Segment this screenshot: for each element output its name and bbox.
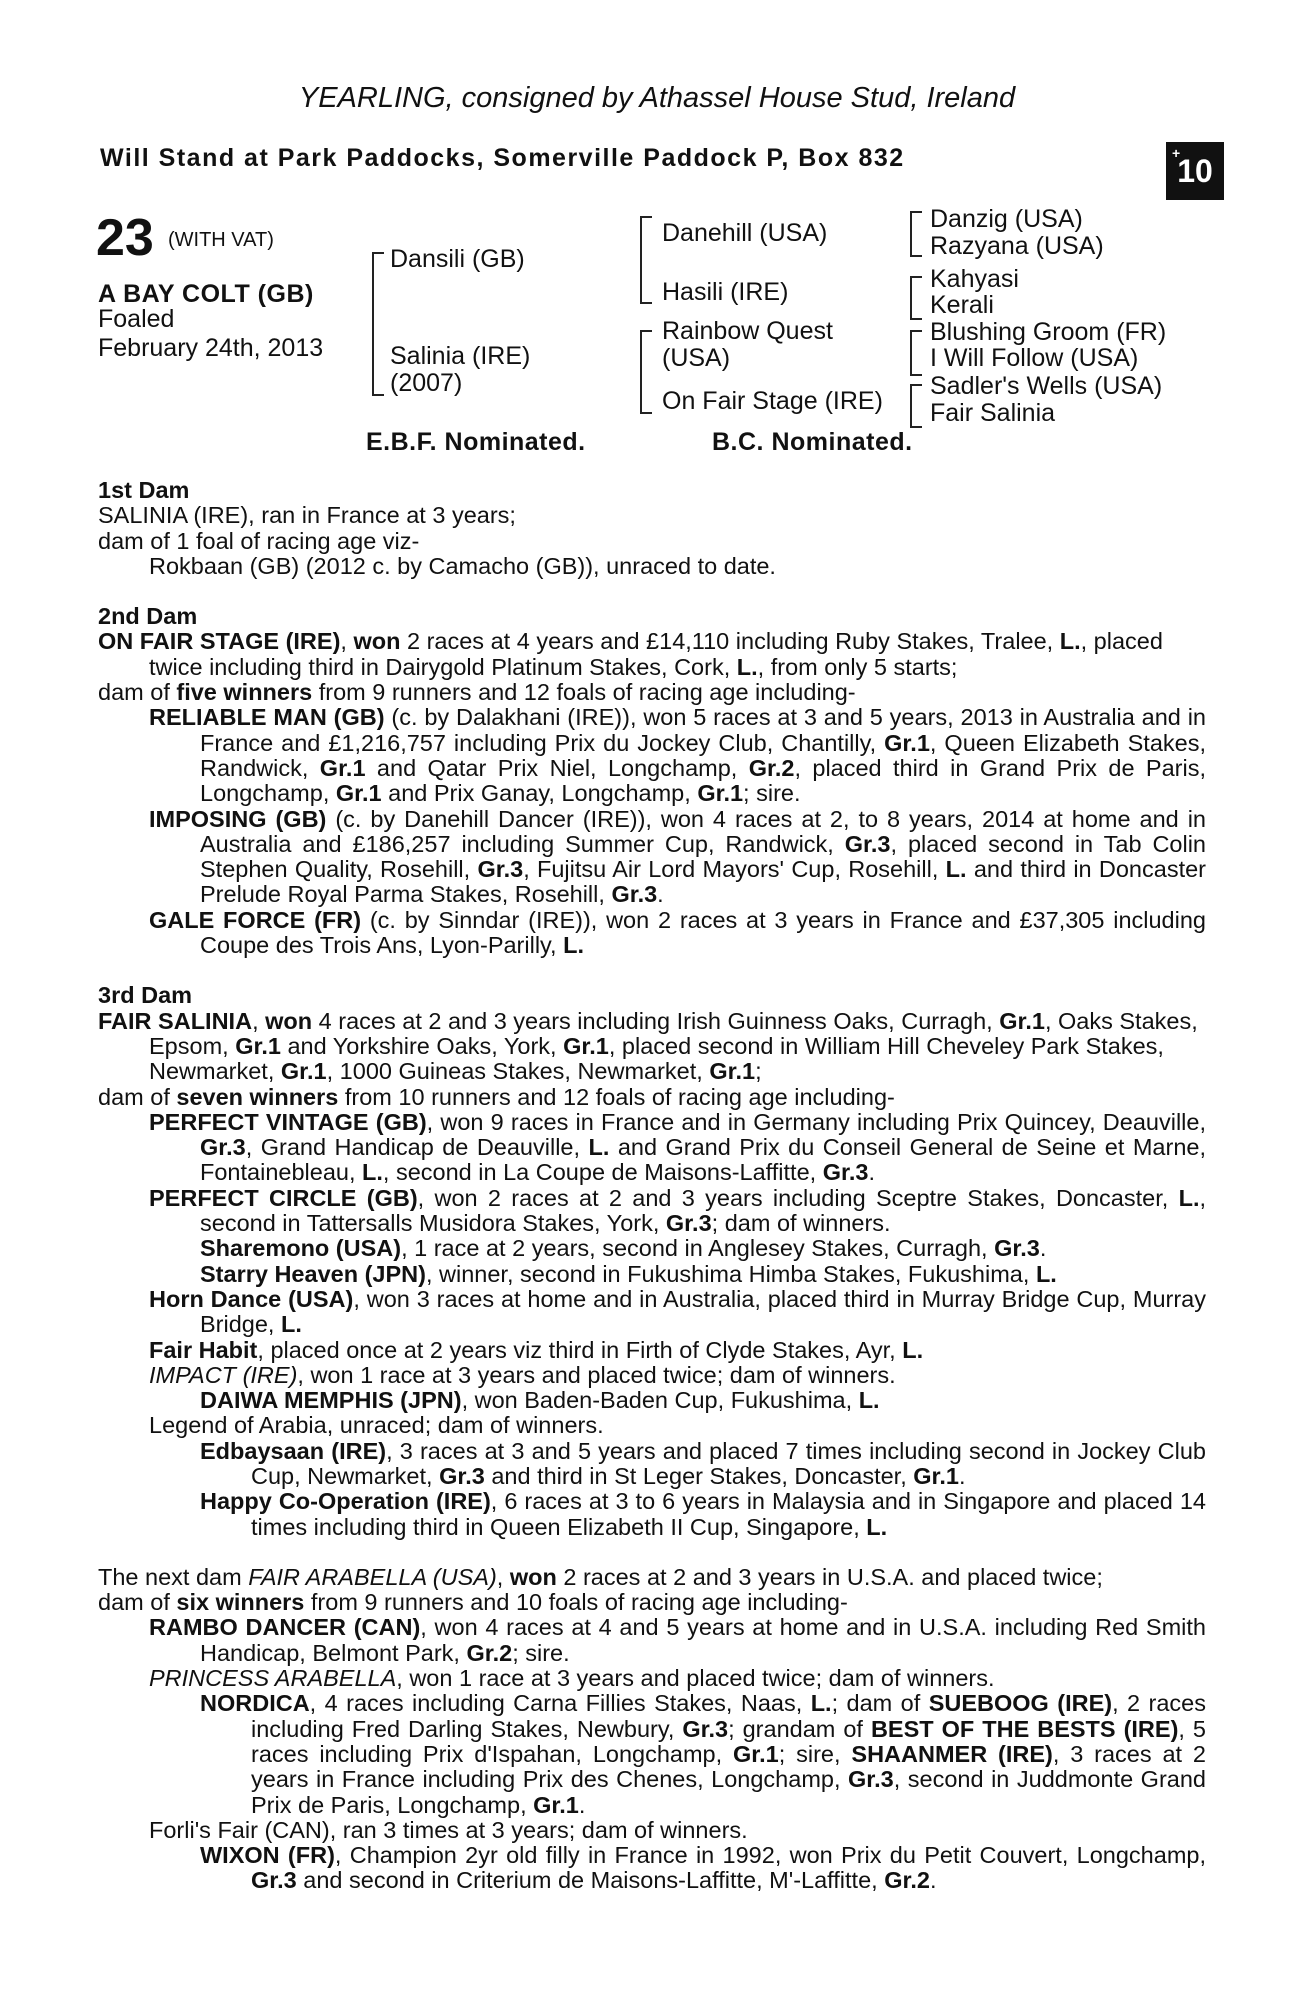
produce-wixon: WIXON (FR), Champion 2yr old filly in France in 1992, won Prix du Petit Couvert, Longchamp, Gr.3 and second in Criterium de Maisons-Laffitte, M'-Laffitte, Gr.2. — [200, 1842, 1206, 1894]
catalogue-body — [98, 478, 1206, 1894]
produce-edbaysaan: Edbaysaan (IRE), 3 races at 3 and 5 years and placed 7 times including second in Jockey Club Cup, Newmarket, Gr.3 and third in St Leger Stakes, Doncaster, Gr.1. — [200, 1437, 1206, 1489]
foaled-date: February 24th, 2013 — [98, 334, 324, 362]
produce-nordica: NORDICA, 4 races including Carna Fillies Stakes, Naas, L.; dam of SUEBOOG (IRE), 2 races including Fred Darling Stakes, Newbury, Gr.3; grandam of BEST OF THE BESTS (IRE), 5 races including Prix d'Ispahan, Longchamp, Gr.1; sire, SHAANMER (IRE), 3 races at 2 years in France including Prix des Chenes, Longchamp, Gr.3, second in Juddmonte Grand Prix de Paris, Longchamp, Gr.1. — [200, 1690, 1207, 1818]
first-dam-foal: Rokbaan (GB) (2012 c. by Camacho (GB)), unraced to date. — [149, 552, 776, 579]
gen3-brace-2 — [910, 276, 922, 320]
produce-daiwa-memphis: DAIWA MEMPHIS (JPN), won Baden-Baden Cup, Fukushima, L. — [200, 1387, 880, 1414]
third-dam-entry: FAIR SALINIA, won 4 races at 2 and 3 years including Irish Guinness Oaks, Curragh, Gr.1, Oaks Stakes, Epsom, Gr.1 and Yorkshire Oaks, York, Gr.1, placed second in William Hill Cheveley Park Stakes, Newmarket, Gr.1, 1000 Guineas Stakes, Newmarket, Gr.1; — [98, 1007, 1198, 1085]
pedigree-dam-sire — [662, 318, 833, 372]
pedigree-ddd: Fair Salinia — [930, 399, 1056, 427]
next-dam-produce-line: dam of six winners from 9 runners and 10 foals of racing age including- — [98, 1589, 848, 1616]
second-dam-entry: ON FAIR STAGE (IRE), won 2 races at 4 years and £14,110 including Ruby Stakes, Tralee, L., placed twice including third in Dairygold Platinum Stakes, Cork, L., from only 5 starts; — [98, 628, 1163, 680]
pedigree-sds: Kahyasi — [930, 265, 1019, 293]
produce-sharemono: Sharemono (USA), 1 race at 2 years, second in Anglesey Stakes, Curragh, Gr.3. — [200, 1235, 1047, 1262]
produce-forlis-fair: Forli's Fair (CAN), ran 3 times at 3 years; dam of winners. — [149, 1816, 748, 1843]
produce-impact: IMPACT (IRE), won 1 race at 3 years and placed twice; dam of winners. — [149, 1361, 896, 1388]
bc-nominated: B.C. Nominated. — [712, 428, 913, 456]
dam-parents-brace — [640, 330, 652, 414]
produce-perfect-circle: PERFECT CIRCLE (GB), won 2 races at 2 and 3 years including Sceptre Stakes, Doncaster, L., second in Tattersalls Musidora Stakes, York, Gr.3; dam of winners. — [149, 1184, 1207, 1237]
ebf-nominated: E.B.F. Nominated. — [366, 428, 586, 456]
pedigree-sire-sire: Danehill (USA) — [662, 219, 828, 247]
sire-dam-brace — [372, 252, 384, 396]
produce-rambo-dancer: RAMBO DANCER (CAN), won 4 races at 4 and 5 years at home and in U.S.A. including Red Smith Handicap, Belmont Park, Gr.2; sire. — [149, 1614, 1207, 1666]
pedigree-ssd: Razyana (USA) — [930, 232, 1104, 260]
pedigree-sire: Dansili (GB) — [390, 245, 525, 273]
produce-princess-arabella: PRINCESS ARABELLA, won 1 race at 3 years and placed twice; dam of winners. — [149, 1665, 995, 1692]
foaled-info — [98, 305, 323, 363]
sale-location-heading: Will Stand at Park Paddocks, Somerville Paddock P, Box 832 — [100, 144, 905, 172]
pedigree-dss: Blushing Groom (FR) — [930, 318, 1167, 346]
second-dam-produce-line: dam of five winners from 9 runners and 12 foals of racing age including- — [98, 679, 856, 706]
subtitle: YEARLING, consigned by Athassel House Stud, Ireland — [298, 82, 1016, 114]
next-dam-entry: The next dam FAIR ARABELLA (USA), won 2 races at 2 and 3 years in U.S.A. and placed twice; — [98, 1563, 1103, 1590]
pedigree-dsd: I Will Follow (USA) — [930, 344, 1139, 372]
first-dam-line-2: dam of 1 foal of racing age viz- — [98, 527, 420, 554]
pedigree-sdd: Kerali — [930, 291, 994, 319]
pedigree-dam — [390, 343, 530, 397]
foaled-label: Foaled — [98, 305, 175, 333]
pedigree-dam-sire-name: Rainbow Quest — [662, 317, 833, 345]
second-dam-title: 2nd Dam — [98, 603, 198, 630]
produce-imposing: IMPOSING (GB) (c. by Danehill Dancer (IRE)), won 4 races at 2, to 8 years, 2014 at home and in Australia and £186,257 including Summer Cup, Randwick, Gr.3, placed second in Tab Colin Stephen Quality, Rosehill, Gr.3, Fujitsu Air Lord Mayors' Cup, Rosehill, L. and third in Doncaster Prelude Royal Parma Stakes, Rosehill, Gr.3. — [149, 805, 1206, 908]
produce-happy-co-operation: Happy Co-Operation (IRE), 6 races at 3 to 6 years in Malaysia and in Singapore and placed 14 times including third in Queen Elizabeth II Cup, Singapore, L. — [200, 1488, 1206, 1540]
gen3-brace-1 — [910, 211, 922, 257]
third-dam-title: 3rd Dam — [98, 982, 193, 1009]
pedigree-dam-year: (2007) — [390, 369, 463, 397]
pedigree-sire-dam: Hasili (IRE) — [662, 278, 789, 306]
produce-gale-force: GALE FORCE (FR) (c. by Sinndar (IRE)), won 2 races at 3 years in France and £37,305 including Coupe des Trois Ans, Lyon-Parilly, L. — [149, 906, 1206, 959]
lot-number: 23 — [96, 209, 154, 267]
produce-starry-heaven: Starry Heaven (JPN), winner, second in Fukushima Himba Stakes, Fukushima, L. — [200, 1260, 1057, 1287]
pedigree-dam-dam: On Fair Stage (IRE) — [662, 387, 883, 415]
gen3-brace-3 — [910, 330, 922, 376]
third-dam-produce-line: dam of seven winners from 10 runners and 12 foals of racing age including- — [98, 1083, 895, 1110]
pedigree-sss: Danzig (USA) — [930, 205, 1083, 233]
gen3-brace-4 — [910, 384, 922, 428]
sire-parents-brace — [640, 216, 652, 304]
produce-reliable-man: RELIABLE MAN (GB) (c. by Dalakhani (IRE)), won 5 races at 3 and 5 years, 2013 in Australia and in France and £1,216,757 including Prix du Jockey Club, Chantilly, Gr.1, Queen Elizabeth Stakes, Randwick, Gr.1 and Qatar Prix Niel, Longchamp, Gr.2, placed third in Grand Prix de Paris, Longchamp, Gr.1 and Prix Ganay, Longchamp, Gr.1; sire. — [149, 704, 1206, 807]
lot-badge — [1166, 142, 1224, 200]
first-dam-title: 1st Dam — [98, 477, 190, 503]
produce-perfect-vintage: PERFECT VINTAGE (GB), won 9 races in France and in Germany including Prix Quincey, Deauville, Gr.3, Grand Handicap de Deauville, L. and Grand Prix du Conseil General de Seine et Marne, Fontainebleau, L., second in La Coupe de Maisons-Laffitte, Gr.3. — [149, 1108, 1206, 1186]
pedigree-dam-name: Salinia (IRE) — [390, 342, 531, 370]
produce-legend-of-arabia: Legend of Arabia, unraced; dam of winners. — [149, 1412, 604, 1439]
produce-fair-habit: Fair Habit, placed once at 2 years viz third in Firth of Clyde Stakes, Ayr, L. — [149, 1336, 924, 1363]
pedigree-dds: Sadler's Wells (USA) — [930, 372, 1163, 400]
pedigree-dam-sire-country: (USA) — [662, 344, 731, 372]
badge-plus: + — [1172, 145, 1181, 161]
vat-note: (WITH VAT) — [168, 229, 274, 251]
lot-description: A BAY COLT (GB) — [98, 280, 314, 308]
badge-number: 10 — [1177, 152, 1213, 189]
first-dam-line-1: SALINIA (IRE), ran in France at 3 years; — [98, 502, 516, 529]
produce-horn-dance: Horn Dance (USA), won 3 races at home and in Australia, placed third in Murray Bridge Cup, Murray Bridge, L. — [149, 1285, 1207, 1338]
